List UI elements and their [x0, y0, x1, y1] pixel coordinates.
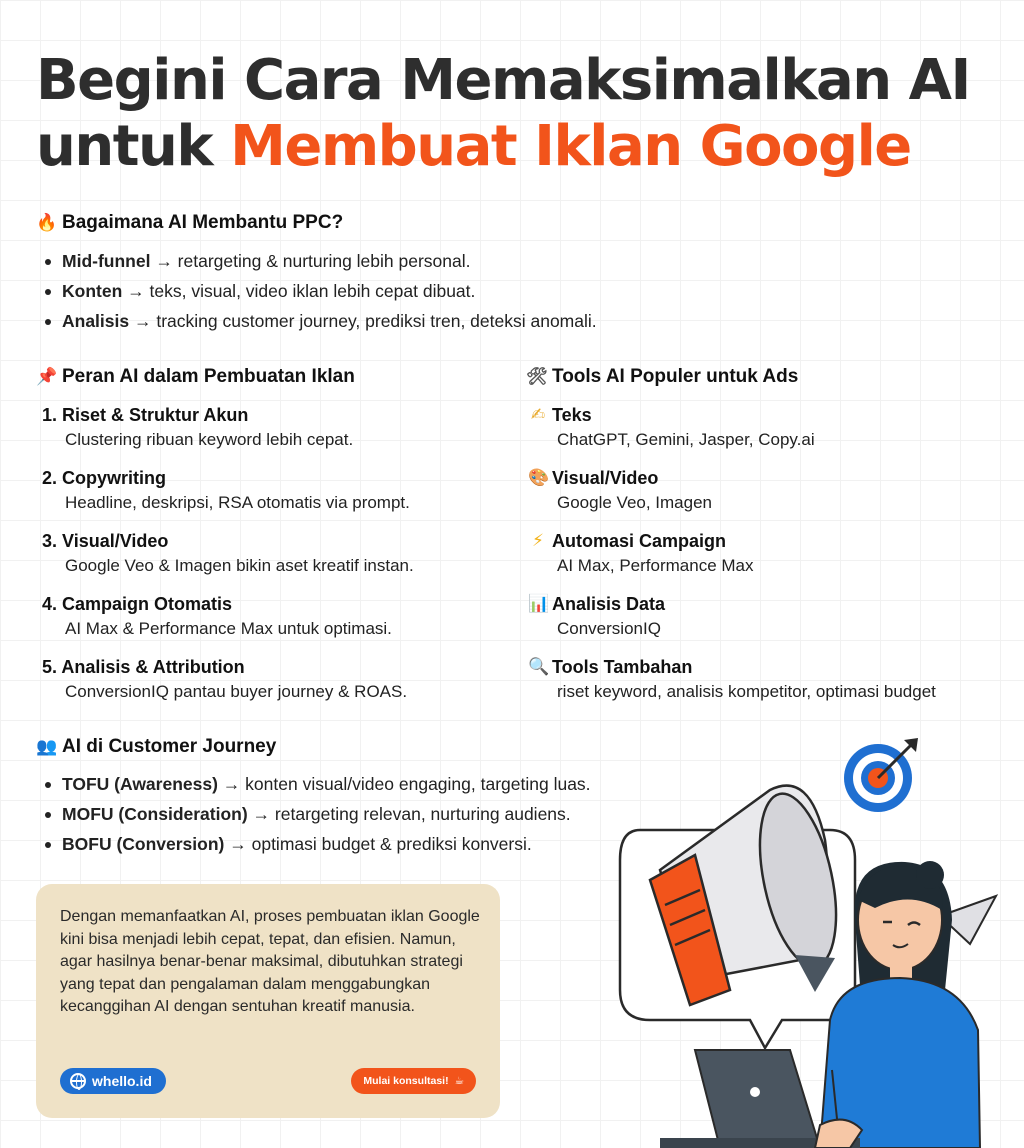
bar-chart-icon: 📊: [528, 594, 550, 614]
fire-icon: 🔥: [36, 213, 58, 233]
ppc-list: [36, 246, 597, 336]
list-item: 🔍 Tools Tambahan riset keyword, analisis kompetitor, optimasi budget: [528, 657, 936, 701]
list-item: TOFU (Awareness) → konten visual/video engaging, targeting luas.: [36, 769, 591, 799]
writing-hand-icon: ✍: [530, 405, 546, 425]
list-item: 1. Riset & Struktur Akun Clustering ribuan keyword lebih cepat.: [42, 405, 354, 449]
pushpin-icon: 📌: [36, 367, 58, 387]
closing-text: Dengan memanfaatkan AI, proses pembuatan iklan Google kini bisa menjadi lebih cepat, tepat, dan efisien. Namun, agar hasilnya benar-benar maksimal, dibutuhkan strategi yang tepat dan pengalaman dalam menggabungkan kecanggihan AI dengan sentuhan kreatif manusia.: [60, 908, 480, 1015]
roles-heading: [36, 366, 355, 388]
lightning-icon: ⚡: [532, 531, 544, 551]
list-item: ⚡ Automasi Campaign AI Max, Performance Max: [528, 529, 1008, 592]
journey-heading: [36, 736, 276, 758]
ppc-heading-text: Bagaimana AI Membantu PPC?: [62, 212, 344, 233]
website-link[interactable]: whello.id: [60, 1068, 166, 1094]
tools-heading: [526, 366, 798, 388]
list-item: MOFU (Consideration) → retargeting relevan, nurturing audiens.: [36, 799, 591, 829]
journey-list: [36, 769, 591, 859]
list-item: 2. Copywriting Headline, deskripsi, RSA otomatis via prompt.: [42, 468, 410, 512]
title-line-2-plain: untuk: [36, 114, 231, 179]
list-item: 5. Analisis & Attribution ConversionIQ pantau buyer journey & ROAS.: [42, 657, 408, 701]
list-item: Konten → teks, visual, video iklan lebih cepat dibuat.: [36, 276, 597, 306]
coffee-icon: ☕: [454, 1075, 464, 1087]
list-item: 📊 Analisis Data ConversionIQ: [528, 594, 666, 638]
list-item: 🎨 Visual/Video Google Veo, Imagen: [528, 468, 713, 512]
tools-icon: 🛠: [526, 367, 548, 387]
title-line-1: Begini Cara Memaksimalkan AI: [36, 48, 970, 113]
page-title: [36, 48, 996, 180]
roles-list: [42, 403, 512, 718]
consult-button[interactable]: Mulai konsultasi! ☕: [351, 1068, 476, 1094]
list-item: 3. Visual/Video Google Veo & Imagen bikin aset kreatif instan.: [42, 531, 414, 575]
tools-list: [528, 403, 1008, 718]
tools-heading-text: Tools AI Populer untuk Ads: [552, 366, 799, 387]
people-icon: 👥: [36, 737, 58, 757]
list-item: BOFU (Conversion) → optimasi budget & prediksi konversi.: [36, 829, 591, 859]
journey-heading-text: AI di Customer Journey: [62, 736, 277, 757]
magnifier-icon: 🔍: [528, 657, 550, 677]
list-item: 4. Campaign Otomatis AI Max & Performance Max untuk optimasi.: [42, 594, 392, 638]
megaphone-illustration: [600, 730, 1024, 1148]
roles-heading-text: Peran AI dalam Pembuatan Iklan: [62, 366, 355, 387]
target-icon: [844, 738, 918, 812]
globe-icon: [70, 1073, 86, 1089]
list-item: ✍ Teks ChatGPT, Gemini, Jasper, Copy.ai: [528, 403, 1008, 466]
closing-card: [36, 884, 500, 1118]
palette-icon: 🎨: [528, 468, 550, 488]
list-item: Mid-funnel → retargeting & nurturing lebih personal.: [36, 246, 597, 276]
ppc-heading: [36, 212, 343, 234]
title-line-2-accent: Membuat Iklan Google: [230, 114, 911, 179]
list-item: Analisis → tracking customer journey, prediksi tren, deteksi anomali.: [36, 306, 597, 336]
